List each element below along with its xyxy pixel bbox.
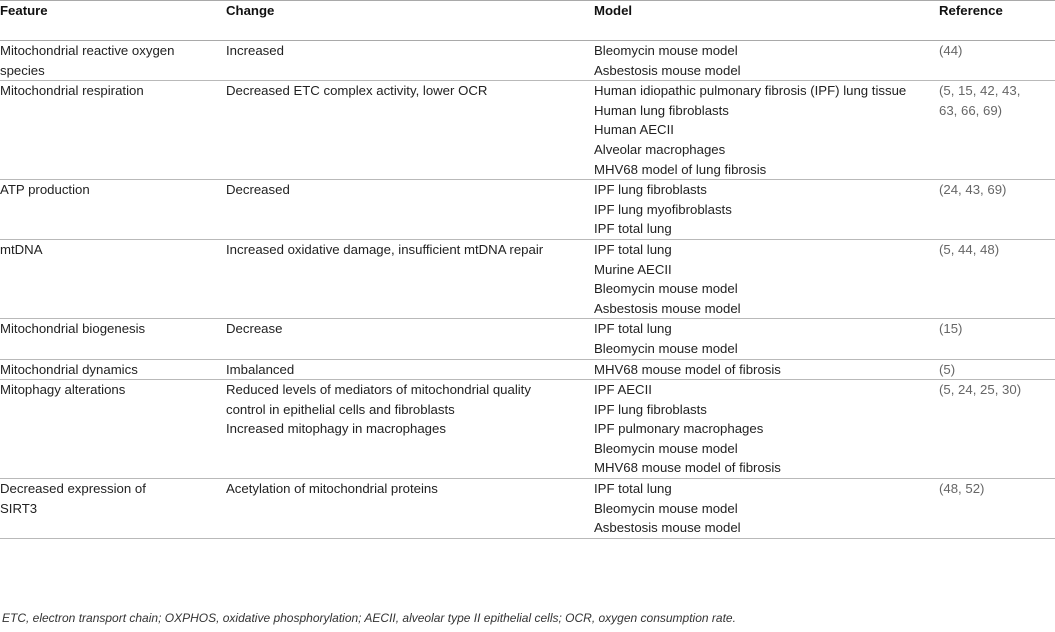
reference-line: 63, 66, 69) — [939, 102, 1003, 118]
model-line: Asbestosis mouse model — [594, 520, 741, 536]
feature-cell — [0, 41, 226, 81]
change-line: Increased mitophagy in macrophages — [226, 421, 446, 437]
model-line: IPF total lung — [594, 321, 672, 337]
change-cell — [226, 479, 594, 539]
header-change: Change — [226, 1, 594, 41]
reference-cell — [939, 479, 1055, 539]
model-line: IPF pulmonary macrophages — [594, 421, 764, 437]
change-cell — [226, 81, 594, 180]
model-cell — [594, 41, 939, 81]
model-line: Human idiopathic pulmonary fibrosis (IPF) lung tissue — [594, 83, 907, 99]
change-cell — [226, 239, 594, 318]
table-row — [0, 319, 1055, 359]
model-line: IPF lung myofibroblasts — [594, 201, 732, 217]
reference-line: (44) — [939, 43, 963, 58]
change-line: Decreased ETC complex activity, lower OCR — [226, 83, 488, 99]
feature-cell — [0, 479, 226, 539]
table-body — [0, 41, 1055, 539]
model-cell — [594, 180, 939, 240]
table-row — [0, 380, 1055, 479]
table-header — [0, 1, 1055, 41]
reference-line: (5, 24, 25, 30) — [939, 382, 1022, 398]
model-line: Asbestosis mouse model — [594, 300, 741, 316]
change-line: Imbalanced — [226, 361, 295, 377]
change-line: Increased — [226, 43, 284, 58]
feature-line: mtDNA — [0, 241, 43, 257]
feature-cell — [0, 180, 226, 240]
model-line: MHV68 model of lung fibrosis — [594, 161, 767, 177]
model-line: Bleomycin mouse model — [594, 340, 738, 356]
reference-line: (15) — [939, 321, 963, 337]
header-model: Model — [594, 1, 939, 41]
header-row — [0, 1, 1055, 41]
change-line: Decreased — [226, 182, 290, 198]
feature-line: Mitochondrial dynamics — [0, 361, 138, 377]
model-line: Murine AECII — [594, 261, 672, 277]
reference-line: (5) — [939, 361, 956, 377]
feature-cell — [0, 319, 226, 359]
reference-cell — [939, 81, 1055, 180]
feature-line: Decreased expression of — [0, 481, 146, 497]
change-line: Increased oxidative damage, insufficient mtDNA repair — [226, 241, 544, 257]
model-line: Alveolar macrophages — [594, 141, 726, 157]
reference-cell — [939, 41, 1055, 81]
reference-line: (24, 43, 69) — [939, 182, 1007, 198]
feature-line: ATP production — [0, 182, 90, 198]
model-line: Bleomycin mouse model — [594, 43, 738, 58]
table-row — [0, 81, 1055, 180]
change-cell — [226, 319, 594, 359]
reference-line: (48, 52) — [939, 481, 985, 497]
model-line: MHV68 mouse model of fibrosis — [594, 460, 781, 476]
header-feature: Feature — [0, 1, 226, 41]
feature-cell — [0, 380, 226, 479]
reference-cell — [939, 380, 1055, 479]
model-line: Human AECII — [594, 122, 674, 138]
feature-line: Mitochondrial biogenesis — [0, 321, 146, 337]
model-line: IPF total lung — [594, 241, 672, 257]
feature-line: SIRT3 — [0, 500, 38, 516]
model-line: Bleomycin mouse model — [594, 500, 738, 516]
feature-line: species — [0, 62, 45, 78]
reference-cell — [939, 359, 1055, 380]
model-cell — [594, 319, 939, 359]
reference-cell — [939, 239, 1055, 318]
model-line: Asbestosis mouse model — [594, 62, 741, 78]
reference-cell — [939, 319, 1055, 359]
table-row — [0, 359, 1055, 380]
change-cell — [226, 380, 594, 479]
change-line: control in epithelial cells and fibroblasts — [226, 401, 455, 417]
reference-line: (5, 15, 42, 43, — [939, 83, 1021, 99]
change-cell — [226, 180, 594, 240]
feature-cell — [0, 359, 226, 380]
feature-line: Mitophagy alterations — [0, 382, 126, 398]
table-row — [0, 41, 1055, 81]
feature-line: Mitochondrial reactive oxygen — [0, 43, 175, 58]
model-line: Human lung fibroblasts — [594, 102, 729, 118]
change-line: Decrease — [226, 321, 283, 337]
change-line: Acetylation of mitochondrial proteins — [226, 481, 438, 497]
model-line: Bleomycin mouse model — [594, 281, 738, 297]
table-row — [0, 479, 1055, 539]
model-line: IPF total lung — [594, 481, 672, 497]
feature-line: Mitochondrial respiration — [0, 83, 144, 99]
model-line: Bleomycin mouse model — [594, 440, 738, 456]
model-cell — [594, 380, 939, 479]
model-cell — [594, 239, 939, 318]
change-cell — [226, 41, 594, 81]
feature-cell — [0, 81, 226, 180]
change-cell — [226, 359, 594, 380]
model-cell — [594, 81, 939, 180]
table-row — [0, 239, 1055, 318]
change-line: Reduced levels of mediators of mitochondrial quality — [226, 382, 531, 398]
model-line: IPF lung fibroblasts — [594, 401, 707, 417]
table-row — [0, 180, 1055, 240]
table-footnote: ETC, electron transport chain; OXPHOS, oxidative phosphorylation; AECII, alveolar type II epithelial cells; OCR, oxygen consumption rate. — [2, 611, 736, 625]
model-line: IPF AECII — [594, 382, 652, 398]
reference-line: (5, 44, 48) — [939, 241, 1000, 257]
model-line: IPF total lung — [594, 221, 672, 237]
model-line: IPF lung fibroblasts — [594, 182, 707, 198]
model-cell — [594, 479, 939, 539]
header-reference: Reference — [939, 1, 1055, 41]
feature-cell — [0, 239, 226, 318]
reference-cell — [939, 180, 1055, 240]
model-cell — [594, 359, 939, 380]
model-line: MHV68 mouse model of fibrosis — [594, 361, 781, 377]
